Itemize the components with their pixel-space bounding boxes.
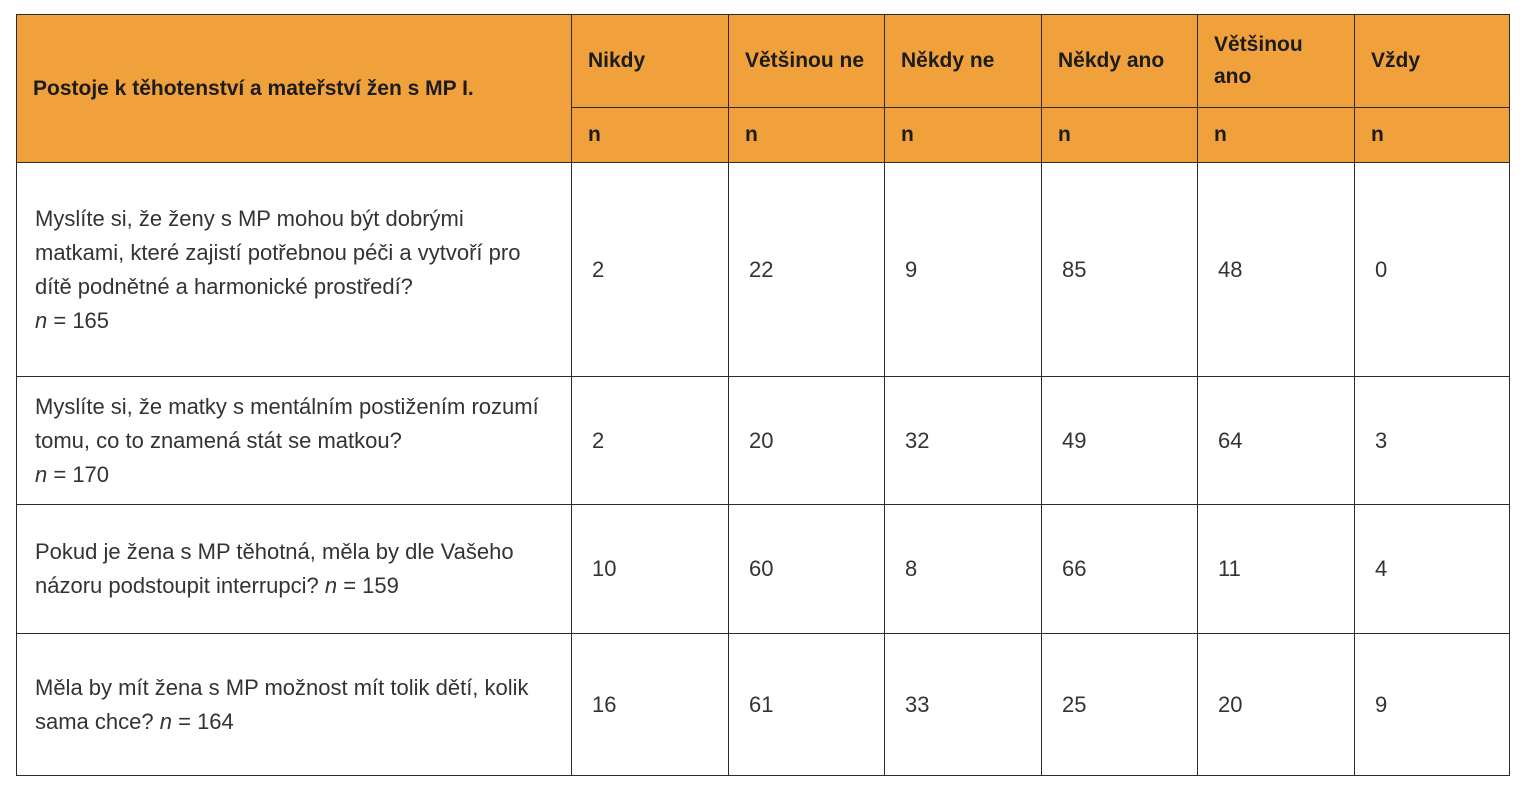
value-cell: 16 [572,634,729,776]
value-cell: 8 [885,505,1042,634]
value-cell: 2 [572,163,729,377]
sample-size-value: = 170 [47,461,110,487]
value-cell: 66 [1042,505,1198,634]
value-cell: 33 [885,634,1042,776]
value-cell: 10 [572,505,729,634]
col-header-nekdy-ne: Někdy ne [885,15,1042,108]
value-cell: 4 [1355,505,1510,634]
col-header-nekdy-ano: Někdy ano [1042,15,1198,108]
col-header-vzdy: Vždy [1355,15,1510,108]
value-cell: 11 [1198,505,1355,634]
sample-size-value: = 165 [47,307,110,333]
value-cell: 2 [572,377,729,505]
sample-size-label: n [35,461,48,487]
table-title: Postoje k těhotenství a mateřství žen s MP I. [17,15,572,163]
value-cell: 3 [1355,377,1510,505]
attitudes-table [16,14,1510,776]
table-row [17,377,1510,505]
value-cell: 60 [729,505,885,634]
value-cell: 61 [729,634,885,776]
value-cell: 20 [1198,634,1355,776]
value-cell: 85 [1042,163,1198,377]
subheader-n: n [572,108,729,163]
value-cell: 32 [885,377,1042,505]
value-cell: 20 [729,377,885,505]
question-text: Pokud je žena s MP těhotná, měla by dle Vašeho názoru podstoupit interrupci? [35,539,514,598]
question-text: Myslíte si, že ženy s MP mohou být dobrými matkami, které zajistí potřebnou péči a vytvoří pro dítě podnětné a harmonické prostředí? [35,205,521,299]
table-row [17,163,1510,377]
subheader-n: n [1042,108,1198,163]
value-cell: 0 [1355,163,1510,377]
sample-size-label: n [35,307,48,333]
value-cell: 9 [1355,634,1510,776]
value-cell: 9 [885,163,1042,377]
subheader-n: n [729,108,885,163]
col-header-vetsinou-ne: Většinou ne [729,15,885,108]
value-cell: 64 [1198,377,1355,505]
subheader-n: n [1355,108,1510,163]
header-row [17,15,1510,108]
table-row [17,505,1510,634]
sample-size-value: = 159 [337,573,399,598]
value-cell: 49 [1042,377,1198,505]
question-cell [17,505,572,634]
question-cell [17,377,572,505]
col-header-nikdy: Nikdy [572,15,729,108]
value-cell: 25 [1042,634,1198,776]
subheader-n: n [1198,108,1355,163]
sample-size-label: n [159,708,172,734]
subheader-n: n [885,108,1042,163]
question-text: Měla by mít žena s MP možnost mít tolik dětí, kolik sama chce? [35,674,529,734]
sample-size-value: = 164 [172,708,234,734]
table-row [17,634,1510,776]
value-cell: 48 [1198,163,1355,377]
question-cell [17,634,572,776]
col-header-vetsinou-ano: Většinou ano [1198,15,1355,108]
question-cell [17,163,572,377]
question-text: Myslíte si, že matky s mentálním postižením rozumí tomu, co to znamená stát se matkou? [35,393,539,453]
value-cell: 22 [729,163,885,377]
sample-size-label: n [324,573,338,598]
